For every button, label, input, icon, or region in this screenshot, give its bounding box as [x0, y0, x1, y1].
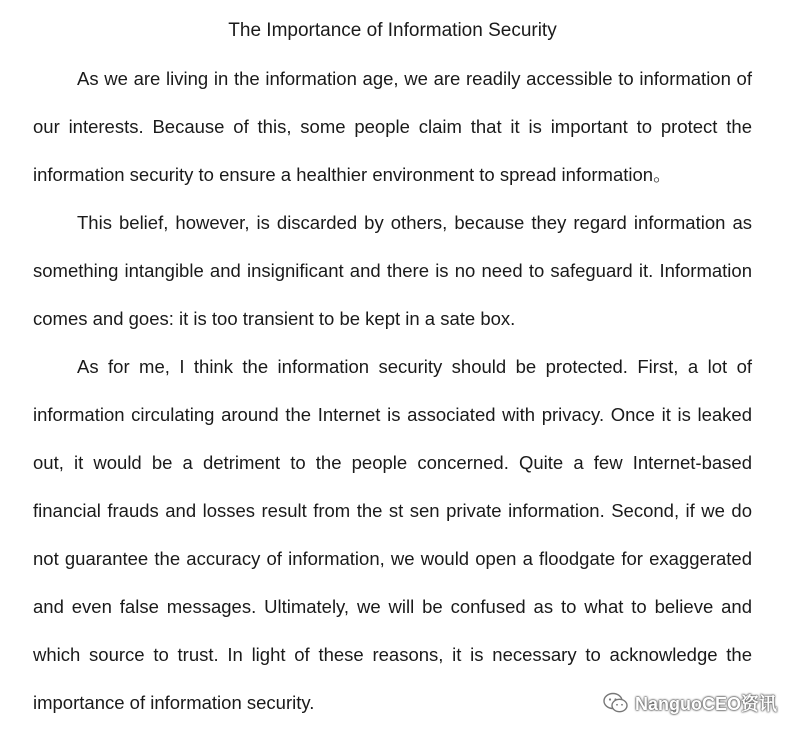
- wechat-icon: [603, 692, 629, 714]
- paragraph-3: As for me, I think the information security should be protected. First, a lot of information circulating around the Internet is associated with privacy. Once it is leaked out, it would be a detriment to the people concerned. Quite a few Internet-based financial frauds and losses result from the st sen private information. Second, if we do not guarantee the accuracy of information, we would open a floodgate for exaggerated and even false messages. Ultimately, we will be confused as to what to believe and which source to trust. In light of these reasons, it is necessary to acknowledge the importance of information security.: [33, 356, 752, 713]
- paragraph-1: As we are living in the information age, we are readily accessible to information of our interests. Because of this, some people claim that it is important to protect the information security to ensure a healthier environment to spread information。: [33, 68, 752, 185]
- watermark-text: NanguoCEO资讯: [635, 694, 777, 714]
- watermark: [603, 689, 777, 717]
- paragraph-2: This belief, however, is discarded by others, because they regard information as something intangible and insignificant and there is no need to safeguard it. Information comes and goes: it is too transient to be kept in a sate box.: [33, 212, 752, 329]
- document-title: The Importance of Information Security: [228, 20, 557, 41]
